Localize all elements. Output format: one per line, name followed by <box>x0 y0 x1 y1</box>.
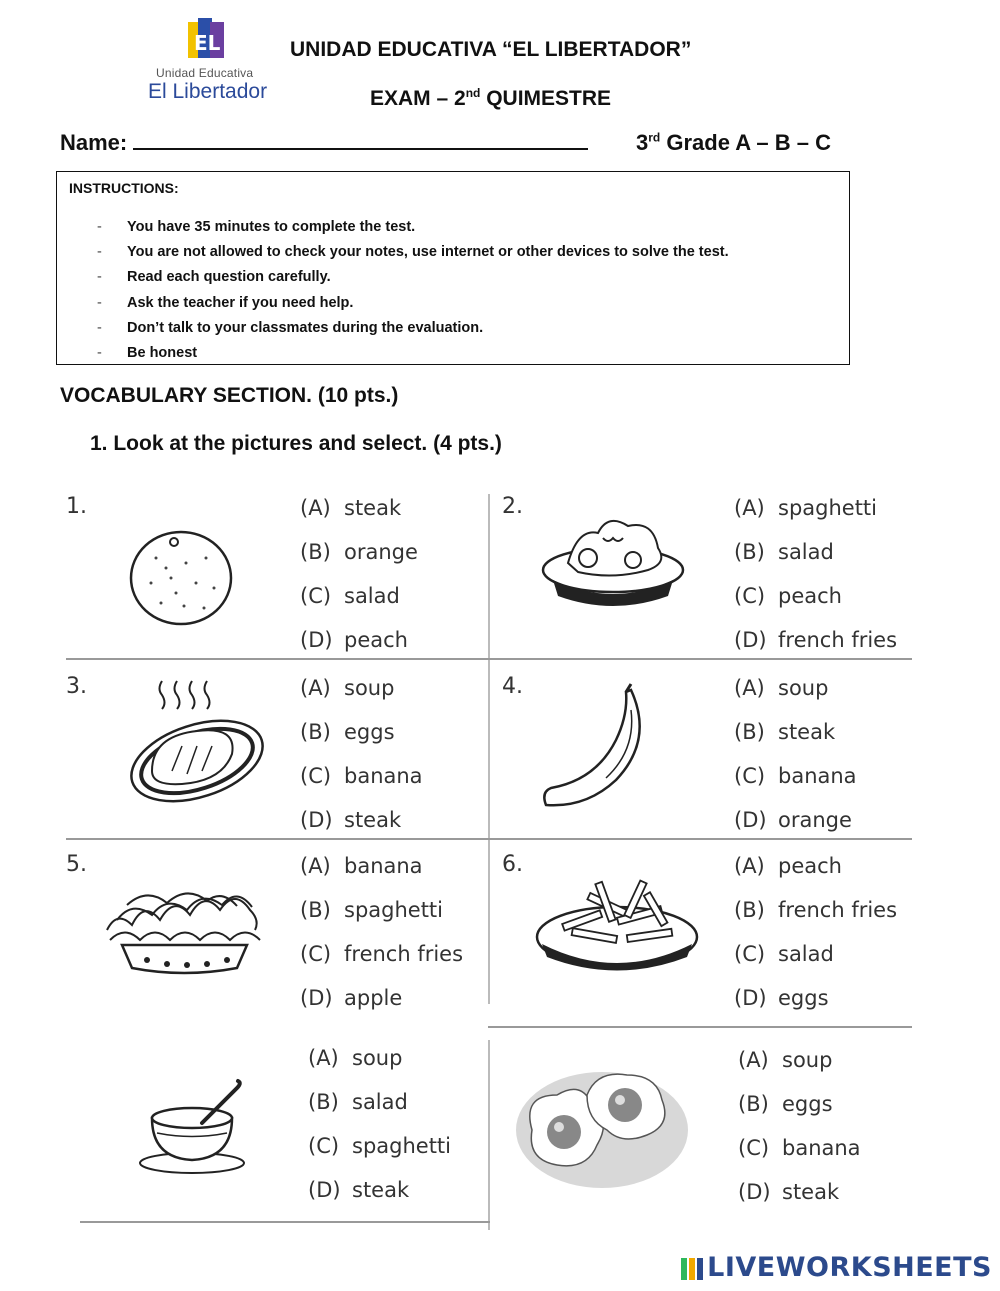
instruction-item <box>97 242 729 267</box>
option-letter: (C) <box>300 584 332 608</box>
grid-divider <box>488 1040 490 1230</box>
instruction-text: You are not allowed to check your notes, use internet or other devices to solve the test. <box>127 244 729 261</box>
option-text: steak <box>352 1178 410 1202</box>
option-text: salad <box>778 540 834 564</box>
school-name: UNIDAD EDUCATIVA “EL LIBERTADOR” <box>290 38 692 61</box>
option-letter: (B) <box>734 540 765 564</box>
instruction-text: Don’t talk to your classmates during the evaluation. <box>127 319 484 336</box>
option-letter: (A) <box>738 1048 769 1072</box>
option-text: eggs <box>344 720 395 744</box>
question-title: 1. Look at the pictures and select. (4 pts.) <box>90 432 502 455</box>
banana-icon <box>536 680 666 810</box>
item-number: 4. <box>502 674 523 699</box>
option-text: steak <box>778 720 836 744</box>
instruction-item <box>97 293 729 318</box>
grade-suffix: Grade A – B – C <box>660 130 832 155</box>
grade-label <box>636 130 831 156</box>
grade-sup: rd <box>648 130 661 145</box>
bullet-dash: - <box>97 219 102 235</box>
option[interactable] <box>734 940 897 984</box>
option[interactable] <box>308 1088 451 1132</box>
option[interactable] <box>734 494 897 538</box>
option-letter: (D) <box>734 628 767 652</box>
instruction-item <box>97 267 729 292</box>
option-letter: (D) <box>300 808 333 832</box>
option-letter: (B) <box>308 1090 339 1114</box>
option[interactable] <box>300 762 423 806</box>
option-text: french fries <box>778 628 898 652</box>
option-text: eggs <box>778 986 829 1010</box>
option-letter: (D) <box>734 986 767 1010</box>
option-text: steak <box>344 808 402 832</box>
liveworksheets-brand[interactable] <box>681 1252 992 1283</box>
instruction-text: Ask the teacher if you need help. <box>127 294 354 311</box>
brand-text: LIVEWORKSHEETS <box>707 1252 992 1283</box>
bullet-dash: - <box>97 244 102 261</box>
spaghetti-icon <box>102 880 267 980</box>
bullet-dash: - <box>97 319 102 336</box>
option[interactable] <box>734 896 897 940</box>
instruction-item <box>97 318 729 343</box>
option-text: banana <box>344 854 423 878</box>
option-text: apple <box>344 986 403 1010</box>
french-fries-icon <box>532 872 702 982</box>
option[interactable] <box>300 806 423 850</box>
option-text: eggs <box>782 1092 833 1116</box>
grade-prefix: 3 <box>636 130 649 155</box>
option-letter: (B) <box>300 540 331 564</box>
exam-sup: nd <box>465 86 481 100</box>
bullet-dash: - <box>97 294 102 311</box>
option[interactable] <box>308 1132 451 1176</box>
bullet-dash: - <box>97 269 102 286</box>
option-list <box>300 494 418 670</box>
option[interactable] <box>738 1046 861 1090</box>
option-letter: (D) <box>738 1180 771 1204</box>
option[interactable] <box>300 494 418 538</box>
option-letter: (D) <box>300 628 333 652</box>
liveworksheets-icon <box>681 1258 703 1280</box>
option[interactable] <box>734 984 897 1028</box>
option[interactable] <box>734 626 897 670</box>
option-letter: (A) <box>734 496 765 520</box>
option[interactable] <box>300 852 463 896</box>
option-text: banana <box>782 1136 861 1160</box>
option-list <box>300 852 463 1028</box>
option-list <box>308 1044 451 1220</box>
item-number: 2. <box>502 494 523 519</box>
option-text: peach <box>778 854 842 878</box>
soup-icon <box>132 1078 252 1178</box>
option-letter: (C) <box>308 1134 340 1158</box>
instruction-item <box>97 217 729 242</box>
item-number: 6. <box>502 852 523 877</box>
option-letter: (A) <box>308 1046 339 1070</box>
school-logo <box>148 18 276 106</box>
option[interactable] <box>300 718 423 762</box>
name-line[interactable] <box>133 130 588 150</box>
option-text: french fries <box>778 898 898 922</box>
eggs-icon <box>512 1060 692 1190</box>
option-text: spaghetti <box>352 1134 452 1158</box>
option-letter: (C) <box>734 584 766 608</box>
option-letter: (B) <box>734 720 765 744</box>
option-text: spaghetti <box>344 898 444 922</box>
option-letter: (D) <box>734 808 767 832</box>
item-number: 5. <box>66 852 87 877</box>
option-letter: (B) <box>738 1092 769 1116</box>
option[interactable] <box>300 940 463 984</box>
instructions-box <box>56 171 850 365</box>
option[interactable] <box>734 538 897 582</box>
option-text: banana <box>778 764 857 788</box>
option-text: steak <box>782 1180 840 1204</box>
item-number: 3. <box>66 674 87 699</box>
salad-icon <box>538 508 688 618</box>
option[interactable] <box>734 718 857 762</box>
option[interactable] <box>300 582 418 626</box>
option[interactable] <box>734 762 857 806</box>
exam-title <box>370 86 611 111</box>
option-letter: (A) <box>300 854 331 878</box>
option-text: peach <box>344 628 408 652</box>
option-list <box>734 494 897 670</box>
option-text: salad <box>352 1090 408 1114</box>
bullet-dash: - <box>97 344 102 361</box>
option-letter: (A) <box>734 854 765 878</box>
option[interactable] <box>734 674 857 718</box>
instructions-title: INSTRUCTIONS: <box>69 180 179 196</box>
option-list <box>738 1046 861 1222</box>
option-letter: (A) <box>300 496 331 520</box>
option-text: salad <box>344 584 400 608</box>
item-number: 1. <box>66 494 87 519</box>
option-text: soup <box>352 1046 403 1070</box>
option-letter: (D) <box>300 986 333 1010</box>
option-letter: (C) <box>734 764 766 788</box>
exam-prefix: EXAM – 2 <box>370 87 466 110</box>
grid-divider <box>80 1221 490 1223</box>
option-letter: (A) <box>300 676 331 700</box>
option[interactable] <box>300 896 463 940</box>
option-text: soup <box>344 676 395 700</box>
option[interactable] <box>738 1090 861 1134</box>
option[interactable] <box>738 1134 861 1178</box>
option-list <box>734 674 857 850</box>
option[interactable] <box>734 852 897 896</box>
option-text: banana <box>344 764 423 788</box>
section-title: VOCABULARY SECTION. (10 pts.) <box>60 384 399 407</box>
name-label: Name: <box>60 130 128 155</box>
option-list <box>734 852 897 1028</box>
instruction-text: You have 35 minutes to complete the test. <box>127 219 416 235</box>
option[interactable] <box>738 1178 861 1222</box>
instructions-list <box>97 217 729 368</box>
option[interactable] <box>308 1176 451 1220</box>
option-list <box>300 674 423 850</box>
svg-text:EL: EL <box>194 31 221 55</box>
option[interactable] <box>734 582 897 626</box>
option[interactable] <box>308 1044 451 1088</box>
grid-divider <box>488 494 490 1004</box>
school-logo-icon <box>186 18 234 64</box>
option[interactable] <box>300 674 423 718</box>
orange-icon <box>126 528 236 628</box>
logo-title: El Libertador <box>148 80 268 103</box>
instruction-text: Read each question carefully. <box>127 269 331 286</box>
option-letter: (B) <box>300 720 331 744</box>
option-text: french fries <box>344 942 464 966</box>
option-letter: (C) <box>738 1136 770 1160</box>
exam-suffix: QUIMESTRE <box>480 87 612 110</box>
option-letter: (B) <box>734 898 765 922</box>
option-text: soup <box>782 1048 833 1072</box>
option-text: steak <box>344 496 402 520</box>
option-text: peach <box>778 584 842 608</box>
option[interactable] <box>300 538 418 582</box>
option-letter: (C) <box>300 942 332 966</box>
option-letter: (C) <box>300 764 332 788</box>
option-text: orange <box>344 540 418 564</box>
option-letter: (C) <box>734 942 766 966</box>
instruction-item <box>97 343 729 368</box>
option-text: salad <box>778 942 834 966</box>
logo-subtitle: Unidad Educativa <box>156 66 254 80</box>
option-letter: (B) <box>300 898 331 922</box>
steak-icon <box>122 676 272 806</box>
option-text: soup <box>778 676 829 700</box>
option-letter: (A) <box>734 676 765 700</box>
instruction-text: Be honest <box>127 344 198 361</box>
name-field <box>60 130 588 156</box>
option[interactable] <box>300 984 463 1028</box>
option-text: orange <box>778 808 852 832</box>
option[interactable] <box>300 626 418 670</box>
option-letter: (D) <box>308 1178 341 1202</box>
option-text: spaghetti <box>778 496 878 520</box>
option[interactable] <box>734 806 857 850</box>
